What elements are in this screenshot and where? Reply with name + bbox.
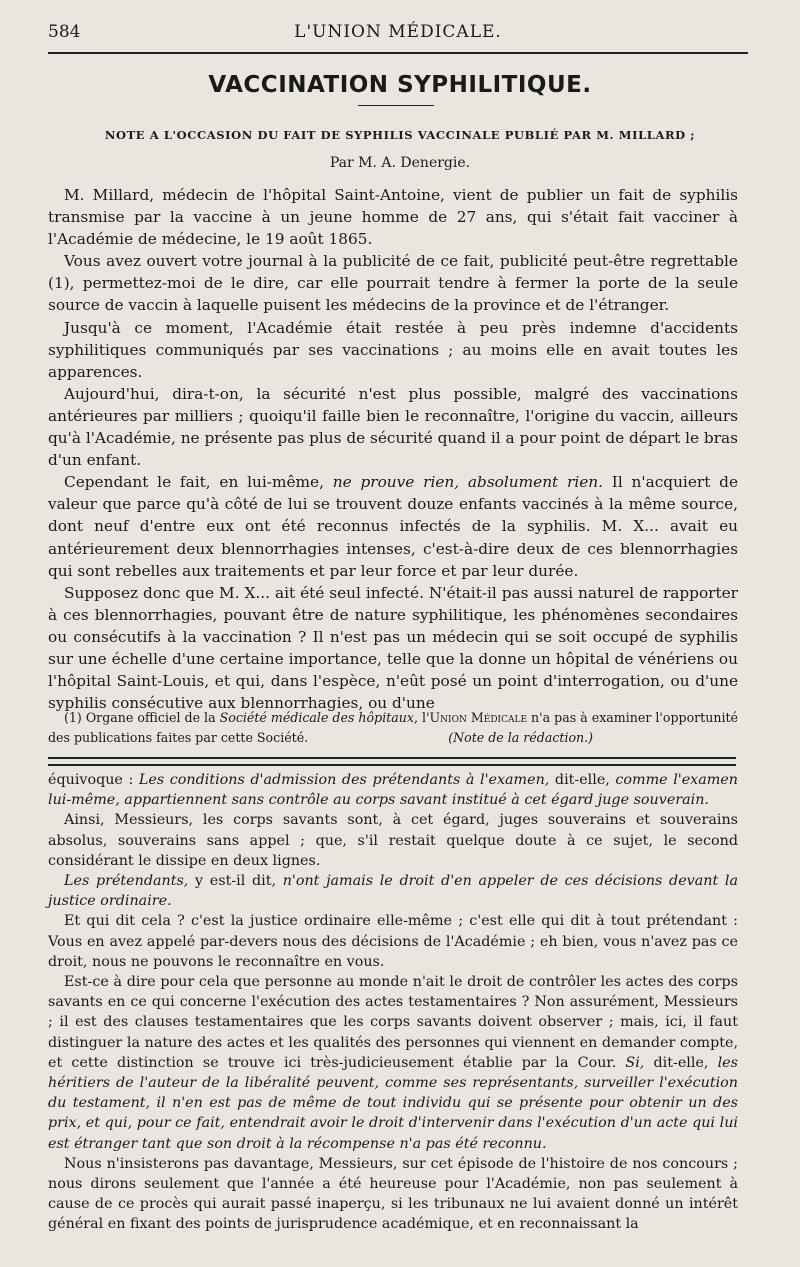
article-title: VACCINATION SYPHILITIQUE. [208,72,592,98]
page-header [48,22,748,50]
paragraph: équivoque : Les conditions d'admission des prétendants à l'examen, dit-elle, comme l'examen lui-même, appartiennent sans contrôle au corps savant institué à cet égard juge souverain. [48,772,738,809]
section-double-rule [48,757,736,766]
paragraph: Vous avez ouvert votre journal à la publicité de ce fait, publicité peut-être regrettable (1), permettez-moi de le dire, car elle pourrait tendre à fermer la porte de la seule source de vaccin à laquelle puisent les médecins de la province et de l'étranger. [48,252,738,315]
header-rule [48,52,748,54]
paragraph: Les prétendants, y est-il dit, n'ont jamais le droit d'en appeler de ces décisions devant la justice ordinaire. [48,873,738,910]
paragraph: M. Millard, médecin de l'hôpital Saint-Antoine, vient de publier un fait de syphilis transmise par la vaccine à un jeune homme de 27 ans, qui s'était fait vacciner à l'Académie de médecine, le 19 août 1865. [48,186,738,249]
paragraph: Nous n'insisterons pas davantage, Messieurs, sur cet épisode de l'histoire de nos concours ; nous dirons seulement que l'année a été heureuse pour l'Académie, non pas seulement à cause de ce procès qui aurait passé inaperçu, si les tribunaux ne lui avaient donné un intérêt général en fixant des points de jurisprudence académique, et en reconnaissant la [48,1155,738,1233]
paragraph: Supposez donc que M. X... ait été seul infecté. N'était-il pas aussi naturel de rapporter à ces blennorrhagies, pouvant être de nature syphilitique, les phénomènes secondaires ou consécutifs à la vaccination ? Il n'est pas un médecin qui se soit occupé de syphilis sur une échelle d'une certaine importance, telle que la donne un hôpital de vénériens ou l'hôpital Saint-Louis, et qui, dans l'espèce, n'eût posé un point d'interrogation, ou d'une syphilis consécutive aux blennorrhagies, ou d'une [48,583,738,713]
title-rule [358,105,434,106]
article-body [48,184,738,714]
running-head: L'UNION MÉDICALE. [294,22,502,42]
paragraph: Ainsi, Messieurs, les corps savants sont, à cet égard, juges souverains et souverains absolus, souverains sans appel ; que, s'il restait quelque doute à ce sujet, le second considérant le dissipe en deux lignes. [48,812,738,869]
article-byline: Par M. A. Denergie. [329,155,471,171]
paragraph: Aujourd'hui, dira-t-on, la sécurité n'est plus possible, malgré des vaccinations antérieures par milliers ; quoiqu'il faille bien le reconnaître, l'origine du vaccin, ailleurs qu'à l'Académie, ne présente pas plus de sécurité quand il a pour point de départ le bras d'un enfant. [48,384,738,470]
paragraph: Cependant le fait, en lui-même, ne prouve rien, absolument rien. Il n'acquiert de valeur que parce qu'à côté de lui se trouvent douze enfants vaccinés à la même source, dont neuf d'entre eux ont été reconnus infectés de la syphilis. M. X... avait eu antérieurement deux blennorrhagies intenses, c'est-à-dire deux de ces blennorrhagies qui sont rebelles aux traitements et par leur force et par leur durée. [48,473,738,580]
continued-article-body [48,770,738,1235]
page-number: 584 [48,22,81,42]
footnote: (1) Organe officiel de la Société médicale des hôpitaux, l'Union Médicale n'a pas à examiner l'opportunité des publications faites par cette Société. (Note de la rédaction.) [48,710,739,745]
paragraph: Jusqu'à ce moment, l'Académie était restée à peu près indemne d'accidents syphilitiques communiqués par ses vaccinations ; au moins elle en avait toutes les apparences. [48,318,738,381]
article-subtitle: NOTE A L'OCCASION DU FAIT DE SYPHILIS VACCINALE PUBLIÉ PAR M. MILLARD ; [104,128,696,142]
paragraph: Est-ce à dire pour cela que personne au monde n'ait le droit de contrôler les actes des corps savants en ce qui concerne l'exécution des actes testamentaires ? Non assurément, Messieurs ; il est des clauses testamentaires que les corps savants doivent observer ; mais, ici, il faut distinguer la nature des actes et les qualités des personnes qui viennent en demander compte, et cette distinction se trouve ici très-judicieusement établie par la Cour. Si, dit-elle, les héritiers de l'auteur de la libéralité peuvent, comme ses représentants, surveiller l'exécution du testament, il n'en est pas de même de tout individu qui se présente pour obtenir un des prix, et qui, pour ce fait, entendrait avoir le droit d'intervenir dans l'exécution d'un acte qui lui est étranger tant que son droit à la récompense n'a pas été reconnu. [48,974,738,1152]
paragraph: Et qui dit cela ? c'est la justice ordinaire elle-même ; c'est elle qui dit à tout prétendant : Vous en avez appelé par-devers nous des décisions de l'Académie ; eh bien, vous n'avez pas ce droit, nous ne pouvons le reconnaître en vous. [48,913,738,970]
